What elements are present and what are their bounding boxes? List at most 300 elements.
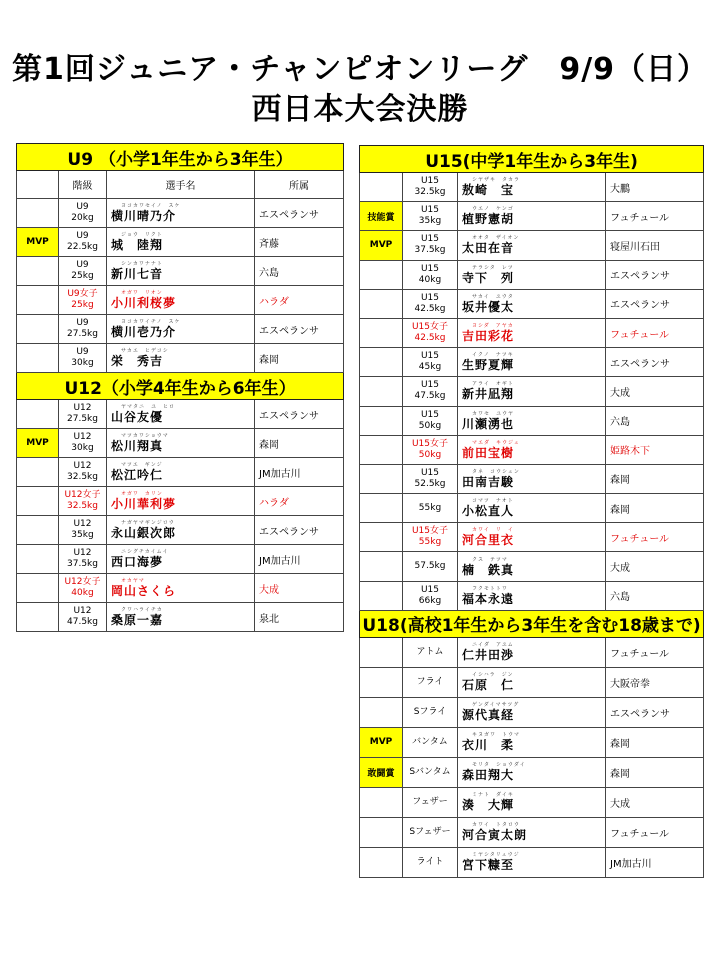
player-name-header: 選手名 <box>107 171 255 199</box>
player-name-cell <box>107 199 255 228</box>
player-name-cell <box>458 667 606 697</box>
division-label: アトム <box>416 646 444 657</box>
player-name-cell <box>458 787 606 817</box>
player-name: 桑原一嘉 <box>111 613 164 627</box>
weight-label: 52.5kg <box>414 478 446 489</box>
player-name-cell <box>107 603 255 632</box>
division-label: U15 <box>420 234 440 245</box>
affiliation-cell: 寝屋川石田 <box>606 231 704 260</box>
right-results-table <box>359 145 704 878</box>
division-cell <box>403 260 458 289</box>
division-cell <box>403 435 458 464</box>
table-row <box>17 458 344 487</box>
division-label: U15女子 <box>411 526 449 537</box>
weight-label: 25kg <box>71 300 94 310</box>
award-cell <box>360 348 403 377</box>
award-cell <box>360 787 403 817</box>
award-cell <box>17 487 59 516</box>
u12-section-header <box>17 373 344 400</box>
table-row <box>360 435 704 464</box>
division-cell <box>403 464 458 493</box>
player-name-cell <box>458 289 606 318</box>
division-label: U15 <box>420 584 440 595</box>
player-name-cell <box>107 228 255 257</box>
division-cell <box>403 552 458 581</box>
division-cell <box>59 344 107 373</box>
weight-label: 55kg <box>418 537 442 548</box>
award-cell: MVP <box>360 727 403 757</box>
player-name: 松川翔真 <box>111 439 164 453</box>
name-reading: ナガヤマギンジロウ <box>121 520 175 526</box>
page-title: 第1回ジュニア・チャンピオンリーグ 9/9（日） <box>11 52 709 87</box>
division-label: Sフライ <box>413 706 447 717</box>
affiliation-cell: エスペランサ <box>606 697 704 727</box>
award-cell <box>17 315 59 344</box>
award-cell <box>360 406 403 435</box>
award-cell <box>17 257 59 286</box>
award-header <box>17 171 59 199</box>
division-cell <box>59 286 107 315</box>
weight-label: 66kg <box>418 595 442 606</box>
player-name: 前田宝樹 <box>462 445 515 460</box>
player-name: 敖崎 宝 <box>462 183 515 198</box>
table-row <box>360 847 704 877</box>
table-row <box>17 516 344 545</box>
name-reading: サカエ ヒデコシ <box>121 348 169 354</box>
weight-label: 32.5kg <box>67 501 98 511</box>
award-cell <box>360 847 403 877</box>
division-label: U12女子 <box>64 490 101 500</box>
weight-label: 27.5kg <box>67 414 98 424</box>
award-cell <box>360 697 403 727</box>
player-name: 小松直人 <box>462 504 515 519</box>
name-reading: テラシタ レツ <box>472 264 514 271</box>
division-cell <box>59 487 107 516</box>
table-row <box>17 315 344 344</box>
player-name-cell <box>458 348 606 377</box>
player-name-cell <box>107 257 255 286</box>
division-header: 階級 <box>59 171 107 199</box>
table-row <box>17 228 344 257</box>
table-row <box>360 202 704 231</box>
player-name-cell <box>458 637 606 667</box>
weight-label: 42.5kg <box>414 333 446 344</box>
player-name-cell <box>107 516 255 545</box>
award-cell <box>360 289 403 318</box>
division-cell <box>403 667 458 697</box>
player-name: 森田翔大 <box>462 768 515 783</box>
player-name: 石原 仁 <box>462 678 515 693</box>
division-label: フェザー <box>412 796 448 807</box>
weight-label: 30kg <box>71 443 94 453</box>
table-row <box>360 318 704 347</box>
table-row <box>360 260 704 289</box>
name-reading: シヤザキ タカラ <box>472 177 521 184</box>
name-reading: クワハライチカ <box>121 607 163 613</box>
name-reading: シンカワナナト <box>121 261 163 267</box>
table-row <box>360 406 704 435</box>
player-name-cell <box>458 435 606 464</box>
weight-label: 35kg <box>71 530 94 540</box>
page-subtitle: 西日本大会決勝 <box>251 92 469 127</box>
division-cell <box>403 231 458 260</box>
section-title: U15(中学1年生から3年生) <box>360 146 704 173</box>
award-cell <box>360 377 403 406</box>
affiliation-cell: 大成 <box>255 574 344 603</box>
affiliation-cell: エスペランサ <box>255 199 344 228</box>
player-name: 楠 鉄真 <box>462 562 515 577</box>
division-label: U12女子 <box>64 577 101 587</box>
division-cell <box>403 202 458 231</box>
player-name: 寺下 列 <box>462 270 515 285</box>
division-label: U15 <box>420 409 440 420</box>
name-reading: アライ オギト <box>472 381 514 388</box>
award-cell: 技能賞 <box>360 202 403 231</box>
name-reading: モリタ ショウダイ <box>472 762 526 769</box>
award-cell <box>360 435 403 464</box>
left-results-table <box>16 143 344 632</box>
division-cell <box>59 458 107 487</box>
division-label: U15 <box>420 176 440 187</box>
affiliation-cell: 大鵬 <box>606 173 704 202</box>
player-name: 小川利桜夢 <box>111 296 177 310</box>
affiliation-cell: JM加古川 <box>255 458 344 487</box>
name-reading: ヨコカワイチノ スケ <box>121 319 181 325</box>
division-label: フライ <box>416 676 444 687</box>
player-name-cell <box>458 727 606 757</box>
name-reading: ヨシダ アヤカ <box>472 323 514 330</box>
player-name: 源代真経 <box>462 708 515 723</box>
affiliation-cell: フュチュール <box>606 318 704 347</box>
player-name-cell <box>458 757 606 787</box>
award-cell <box>17 344 59 373</box>
name-reading: ミナト ダイキ <box>472 792 514 799</box>
table-row <box>360 697 704 727</box>
player-name: 宮下糠至 <box>462 858 515 873</box>
player-name-cell <box>107 429 255 458</box>
name-reading: サカイ ユウタ <box>472 293 514 300</box>
name-reading: オガワ カリン <box>121 491 163 497</box>
weight-label: 37.5kg <box>414 245 446 256</box>
division-label: Sバンタム <box>409 766 451 777</box>
division-cell <box>403 637 458 667</box>
player-name-cell <box>107 487 255 516</box>
player-name: 横川晴乃介 <box>111 209 177 223</box>
player-name: 川瀬湧也 <box>462 416 515 431</box>
player-name-cell <box>107 574 255 603</box>
player-name: 松江吟仁 <box>111 468 164 482</box>
player-name: 城 陸翔 <box>111 238 164 252</box>
table-row <box>360 377 704 406</box>
division-cell <box>59 228 107 257</box>
division-label: U12 <box>73 519 92 529</box>
award-cell <box>360 817 403 847</box>
player-name-cell <box>458 260 606 289</box>
table-row <box>17 487 344 516</box>
name-reading: ゲンダイマサツグ <box>472 702 520 709</box>
table-row <box>360 173 704 202</box>
award-cell <box>17 458 59 487</box>
table-row <box>360 757 704 787</box>
weight-label: 37.5kg <box>67 559 98 569</box>
player-name: 植野憲胡 <box>462 212 515 227</box>
affiliation-cell: エスペランサ <box>606 260 704 289</box>
table-row <box>360 817 704 847</box>
affiliation-cell: フュチュール <box>606 523 704 552</box>
division-label: U15 <box>420 467 440 478</box>
weight-label: 32.5kg <box>414 187 446 198</box>
table-row <box>360 552 704 581</box>
name-reading: カワセ ユウヤ <box>472 410 515 417</box>
player-name-cell <box>458 523 606 552</box>
table-row <box>360 494 704 523</box>
division-label: U9女子 <box>67 289 98 299</box>
award-cell <box>17 603 59 632</box>
division-cell <box>59 545 107 574</box>
weight-label: 40kg <box>71 588 94 598</box>
award-cell: MVP <box>17 228 59 257</box>
player-name: 仁井田渉 <box>462 648 515 663</box>
award-cell <box>17 516 59 545</box>
player-name: 生野夏輝 <box>462 358 515 373</box>
affiliation-cell: 森岡 <box>606 727 704 757</box>
player-name: 横川壱乃介 <box>111 325 177 339</box>
affiliation-header: 所属 <box>255 171 344 199</box>
name-reading: ジョウ リクト <box>121 232 163 238</box>
name-reading: イクノ ナツキ <box>472 352 514 359</box>
section-title: U12（小学4年生から6年生） <box>17 373 344 400</box>
weight-label: 27.5kg <box>67 329 98 339</box>
name-reading: ニイダ アユム <box>472 642 514 649</box>
table-row <box>17 574 344 603</box>
name-reading: イシハラ ジン <box>472 672 514 679</box>
player-name: 吉田彩花 <box>462 329 515 344</box>
player-name: 坂井優太 <box>462 299 515 314</box>
division-cell <box>403 847 458 877</box>
division-label: ライト <box>416 856 444 867</box>
player-name-cell <box>458 231 606 260</box>
u9-section-header <box>17 144 344 171</box>
section-title: U18(高校1年生から3年生を含む18歳まで) <box>360 610 704 637</box>
name-reading: コマツ ナオト <box>472 498 514 505</box>
name-reading: ミヤシタリュウジ <box>472 852 520 859</box>
player-name-cell <box>107 545 255 574</box>
division-cell <box>403 697 458 727</box>
affiliation-cell: フュチュール <box>606 202 704 231</box>
player-name-cell <box>107 400 255 429</box>
award-cell <box>360 260 403 289</box>
division-label: U15女子 <box>411 438 449 449</box>
weight-label: 57.5kg <box>414 561 446 572</box>
table-row <box>360 231 704 260</box>
table-row <box>360 581 704 610</box>
player-name: 栄 秀吉 <box>111 354 164 368</box>
award-cell <box>360 523 403 552</box>
division-cell <box>403 523 458 552</box>
award-cell <box>17 545 59 574</box>
award-cell <box>360 552 403 581</box>
table-row <box>360 787 704 817</box>
division-cell <box>403 817 458 847</box>
name-reading: カワイ トタロウ <box>472 822 520 829</box>
player-name-cell <box>107 344 255 373</box>
weight-label: 30kg <box>71 358 94 368</box>
affiliation-cell: ハラダ <box>255 286 344 315</box>
award-cell <box>17 286 59 315</box>
weight-label: 50kg <box>418 449 442 460</box>
weight-label: 20kg <box>71 213 94 223</box>
name-reading: タネ コウシュン <box>472 468 520 475</box>
affiliation-cell: エスペランサ <box>606 289 704 318</box>
division-cell <box>403 406 458 435</box>
award-cell <box>360 667 403 697</box>
affiliation-cell: 森岡 <box>255 344 344 373</box>
affiliation-cell: 大成 <box>606 552 704 581</box>
player-name: 西口海夢 <box>111 555 164 569</box>
player-name: 岡山さくら <box>111 584 177 598</box>
division-cell <box>403 173 458 202</box>
division-label: U12 <box>73 606 92 616</box>
division-cell <box>59 429 107 458</box>
player-name-cell <box>107 315 255 344</box>
division-label: U12 <box>73 461 92 471</box>
affiliation-cell: ハラダ <box>255 487 344 516</box>
affiliation-cell: フュチュール <box>606 817 704 847</box>
player-name-cell <box>107 458 255 487</box>
player-name: 小川華利夢 <box>111 497 177 511</box>
weight-label: 25kg <box>71 271 94 281</box>
affiliation-cell: 森岡 <box>606 494 704 523</box>
affiliation-cell: 泉北 <box>255 603 344 632</box>
weight-label: 32.5kg <box>67 472 98 482</box>
division-label: バンタム <box>412 736 448 747</box>
award-cell: MVP <box>360 231 403 260</box>
division-label: U9 <box>76 260 89 270</box>
division-label: U15 <box>420 351 440 362</box>
affiliation-cell: 大阪帝拳 <box>606 667 704 697</box>
player-name: 新井凪翔 <box>462 387 515 402</box>
table-row <box>360 637 704 667</box>
division-label: U15 <box>420 205 440 216</box>
award-cell <box>360 173 403 202</box>
weight-label: 47.5kg <box>414 391 446 402</box>
affiliation-cell: JM加古川 <box>606 847 704 877</box>
division-cell <box>403 727 458 757</box>
player-name: 太田在音 <box>462 241 515 256</box>
table-row <box>360 667 704 697</box>
division-cell <box>403 348 458 377</box>
name-reading: マツエ ギンジ <box>121 462 163 468</box>
weight-label: 47.5kg <box>67 617 98 627</box>
name-reading: クス テツマ <box>472 556 508 563</box>
division-cell <box>403 377 458 406</box>
table-row <box>17 545 344 574</box>
division-label: U9 <box>76 231 89 241</box>
division-label: Sフェザー <box>409 826 451 837</box>
player-name: 永山銀次郎 <box>111 526 177 540</box>
affiliation-cell: エスペランサ <box>606 348 704 377</box>
table-row <box>17 603 344 632</box>
player-name: 山谷友優 <box>111 410 164 424</box>
division-cell <box>59 516 107 545</box>
affiliation-cell: 六島 <box>606 581 704 610</box>
affiliation-cell: 斉藤 <box>255 228 344 257</box>
player-name: 田南吉駿 <box>462 474 515 489</box>
division-label: U12 <box>73 548 92 558</box>
name-reading: マエダ キウジュ <box>472 439 520 446</box>
award-cell: 敢闘賞 <box>360 757 403 787</box>
table-row <box>17 286 344 315</box>
affiliation-cell: 六島 <box>255 257 344 286</box>
table-row <box>17 257 344 286</box>
division-cell <box>403 318 458 347</box>
name-reading: オカヤマ <box>121 578 145 584</box>
name-reading: キヌガワ トウマ <box>472 732 520 739</box>
player-name-cell <box>458 847 606 877</box>
name-reading: カワイ リ イ <box>472 527 514 534</box>
division-label: U12 <box>73 403 92 413</box>
affiliation-cell: フュチュール <box>606 637 704 667</box>
award-cell <box>360 464 403 493</box>
column-header-row <box>17 171 344 199</box>
division-label: U9 <box>76 347 89 357</box>
division-label: U15女子 <box>411 322 449 333</box>
weight-label: 40kg <box>418 274 442 285</box>
table-row <box>17 400 344 429</box>
name-reading: ヤマタニ ユ ヒロ <box>121 404 176 410</box>
player-name-cell <box>458 552 606 581</box>
player-name: 新川七音 <box>111 267 164 281</box>
player-name-cell <box>458 464 606 493</box>
table-row <box>360 523 704 552</box>
affiliation-cell: 大成 <box>606 377 704 406</box>
division-cell <box>403 494 458 523</box>
division-cell <box>59 400 107 429</box>
weight-label: 22.5kg <box>67 242 98 252</box>
table-row <box>17 429 344 458</box>
affiliation-cell: エスペランサ <box>255 516 344 545</box>
player-name-cell <box>458 173 606 202</box>
player-name: 福本永遠 <box>462 591 515 606</box>
division-cell <box>59 603 107 632</box>
division-label: U9 <box>76 202 89 212</box>
affiliation-cell: 森岡 <box>606 757 704 787</box>
name-reading: オオタ ザイオン <box>472 235 520 242</box>
player-name-cell <box>458 318 606 347</box>
table-row <box>360 727 704 757</box>
name-reading: ウエノ ケンゴ <box>472 206 514 213</box>
table-row <box>360 289 704 318</box>
table-row <box>17 199 344 228</box>
weight-label: 42.5kg <box>414 303 446 314</box>
player-name-cell <box>107 286 255 315</box>
division-cell <box>403 289 458 318</box>
affiliation-cell: 森岡 <box>606 464 704 493</box>
player-name: 河合里衣 <box>462 533 515 548</box>
division-cell <box>59 257 107 286</box>
award-cell <box>360 581 403 610</box>
affiliation-cell: 森岡 <box>255 429 344 458</box>
name-reading: ヨコカワセイノ スケ <box>121 203 181 209</box>
affiliation-cell: エスペランサ <box>255 400 344 429</box>
affiliation-cell: 六島 <box>606 406 704 435</box>
weight-label: 55kg <box>418 502 442 513</box>
affiliation-cell: 大成 <box>606 787 704 817</box>
player-name-cell <box>458 377 606 406</box>
player-name-cell <box>458 697 606 727</box>
player-name-cell <box>458 817 606 847</box>
division-cell <box>403 787 458 817</box>
